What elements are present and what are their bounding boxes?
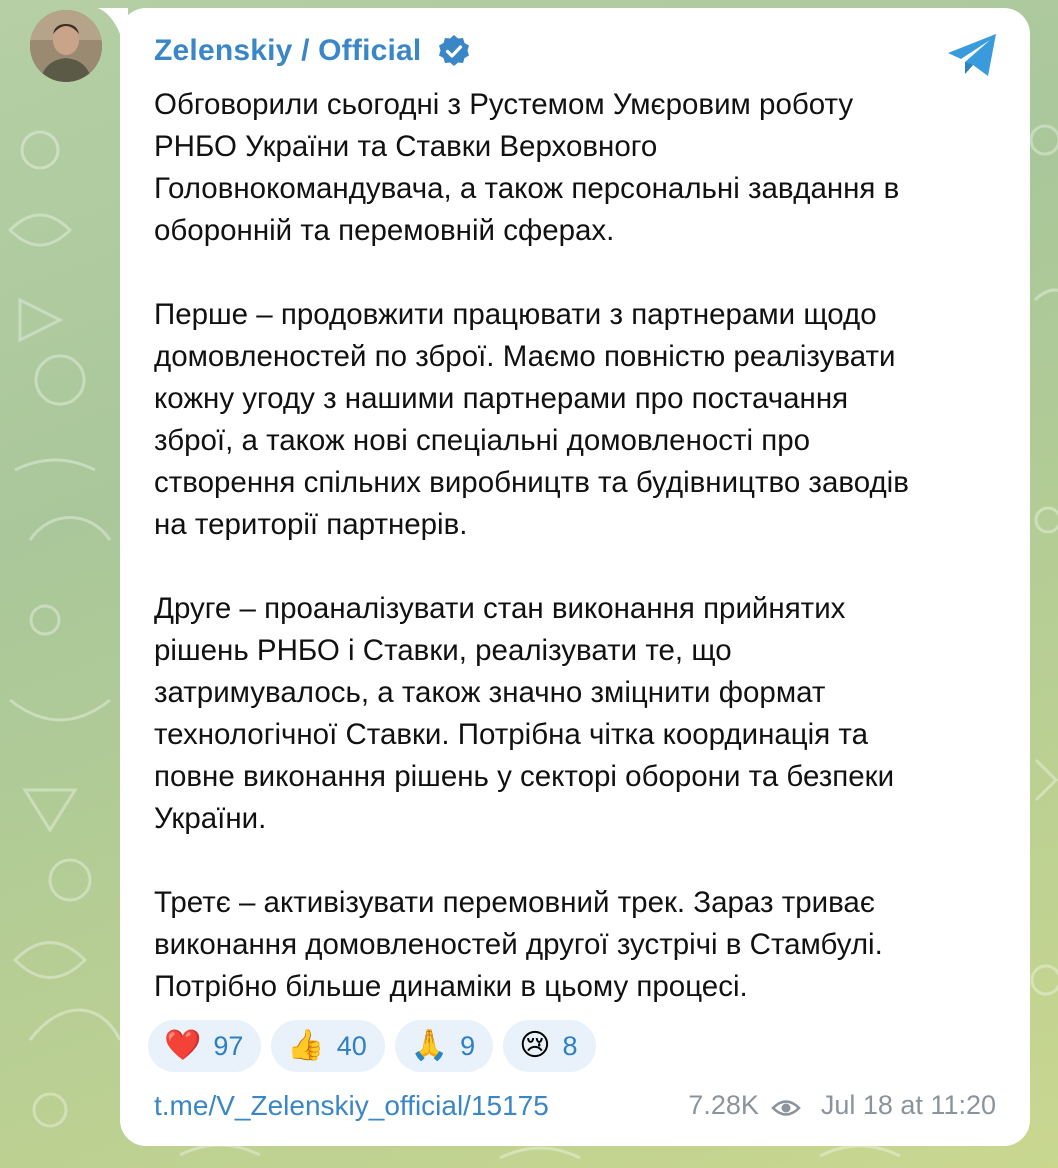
message-meta [688,1090,996,1121]
message-header [154,34,471,68]
reaction-count: 8 [562,1030,578,1061]
reaction-thumbs-up[interactable] [271,1020,384,1072]
channel-name[interactable]: Zelenskiy / Official [154,34,422,67]
message-bubble [120,8,1030,1146]
reaction-pray[interactable] [395,1020,493,1072]
reactions-bar [148,1020,596,1072]
channel-avatar[interactable] [30,10,102,82]
message-paragraph-3: Друге – проаналізувати стан виконання прийнятих рішень РНБО і Ставки, реалізувати те, що затримувалось, а також значно зміцнити формат технологічної Ставки. Потрібна чітка координація та повне виконання рішень у секторі оборони та безпеки України. [154,592,895,835]
crying-emoji-icon: 😢 [519,1029,551,1062]
message-text [154,84,1014,1008]
message-paragraph-4: Третє – активізувати перемовний трек. Зараз триває виконання домовленостей другої зустрічі в Стамбулі. Потрібно більше динаміки в цьому процесі. [154,886,883,1003]
reaction-crying[interactable] [503,1020,595,1072]
avatar-portrait-image [30,10,102,82]
reaction-heart[interactable] [148,1020,261,1072]
heart-emoji-icon: ❤️ [164,1029,202,1062]
reaction-count: 97 [213,1030,244,1061]
pray-emoji-icon: 🙏 [410,1029,449,1062]
eye-icon [771,1095,801,1117]
verified-badge-icon [437,34,471,68]
message-paragraph-1: Обговорили сьогодні з Рустемом Умєровим роботу РНБО України та Ставки Верховного Головнокомандувача, а також персональні завдання в оборонній та перемовній сферах. [154,88,900,247]
post-link[interactable]: t.me/V_Zelenskiy_official/15175 [154,1090,549,1121]
timestamp: Jul 18 at 11:20 [820,1090,996,1120]
reaction-count: 9 [460,1030,476,1061]
reaction-count: 40 [336,1030,367,1061]
message-paragraph-2: Перше – продовжити працювати з партнерами щодо домовленостей по зброї. Маємо повністю реалізувати кожну угоду з нашими партнерами про постачання зброї, а також нові спеціальні домовленості про створення спільних виробництв та будівництво заводів на території партнерів. [154,298,909,541]
thumbs-up-emoji-icon: 👍 [287,1029,325,1062]
views-count: 7.28K [688,1090,759,1120]
telegram-icon[interactable] [946,32,1000,78]
message-footer [154,1086,996,1126]
